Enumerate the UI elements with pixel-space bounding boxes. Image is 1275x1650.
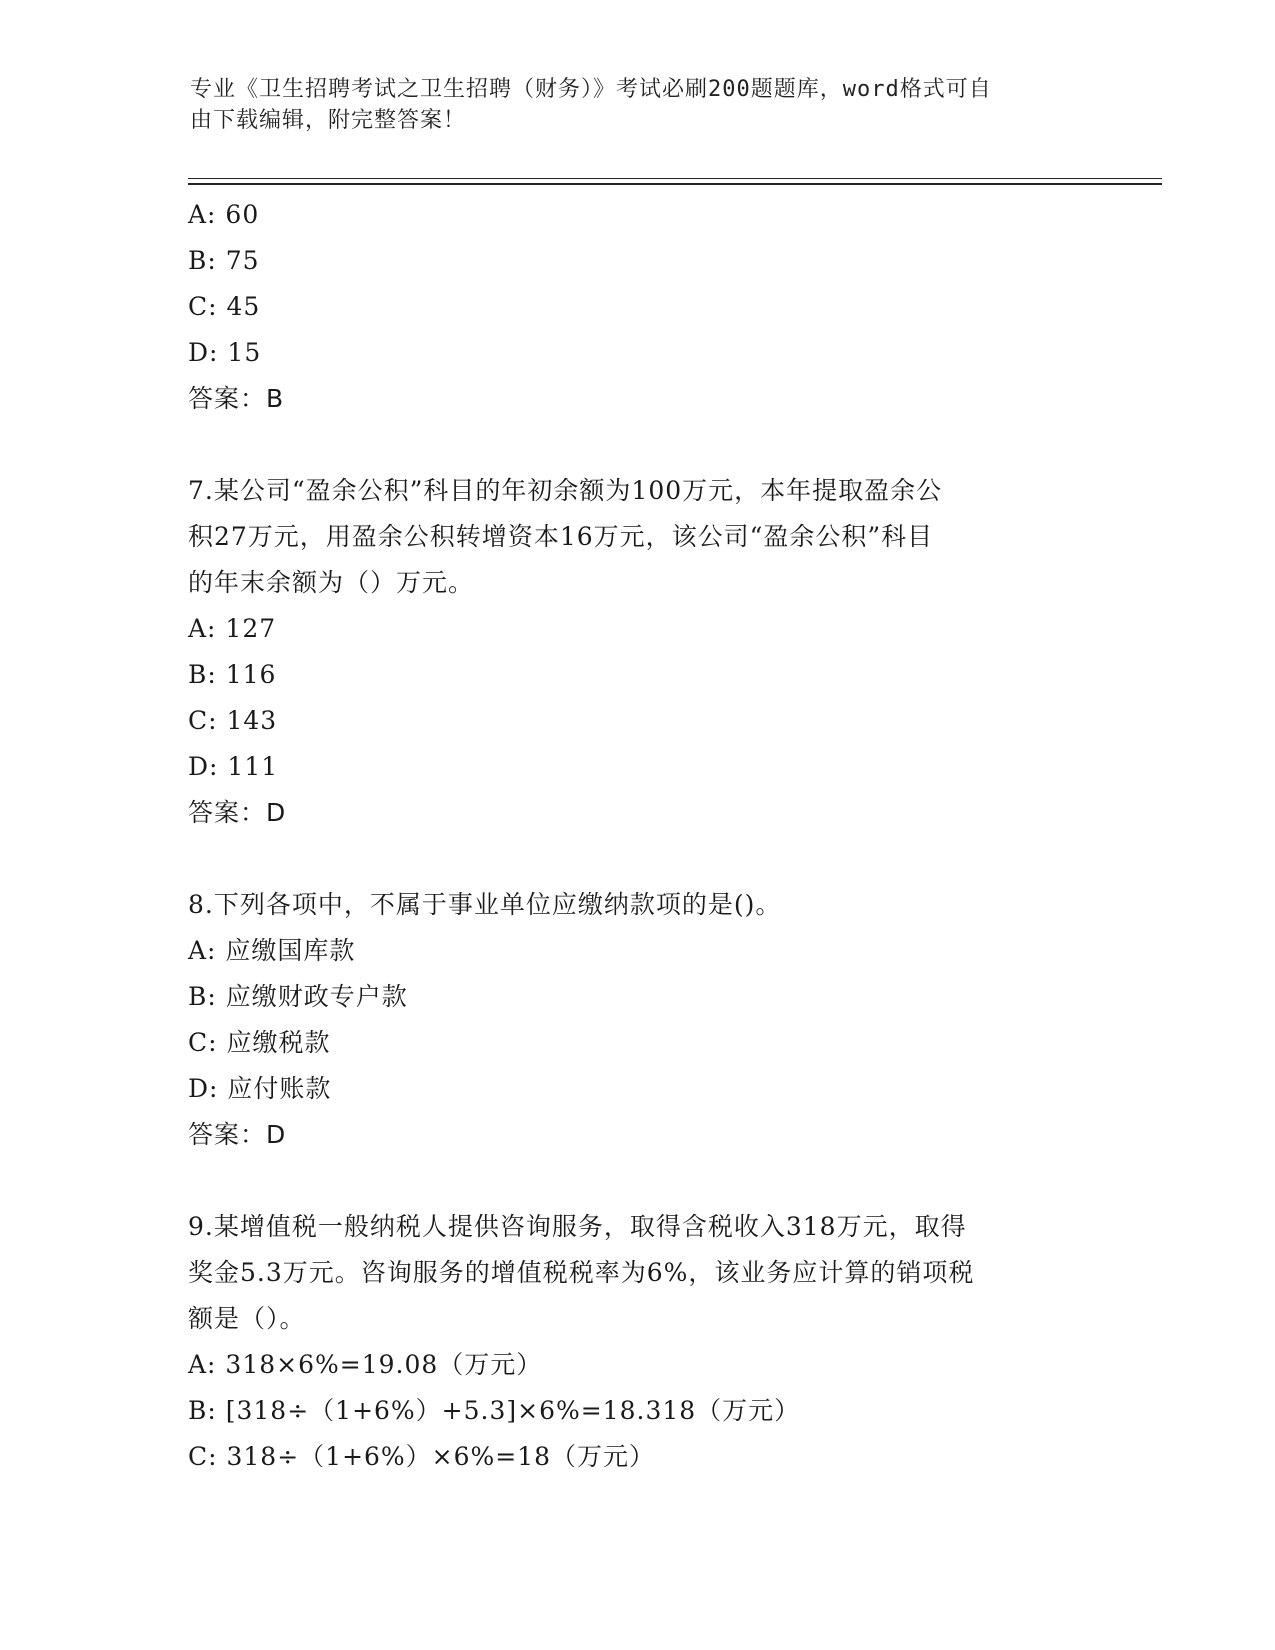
- spacer: [188, 1158, 1088, 1204]
- question-7: [188, 468, 1088, 836]
- answer-line: 答案：D: [188, 1120, 287, 1149]
- option-c: C: 45: [188, 292, 261, 321]
- option-a: A: 127: [188, 614, 277, 643]
- option-d: D: 111: [188, 752, 279, 781]
- question-stem-line: 7.某公司“盈余公积”科目的年初余额为100万元，本年提取盈余公: [188, 476, 943, 505]
- option-c: C: 318÷（1+6%）×6%=18（万元）: [188, 1442, 656, 1471]
- question-stem-line: 9.某增值税一般纳税人提供咨询服务，取得含税收入318万元，取得: [188, 1212, 967, 1241]
- answer-line: 答案：D: [188, 798, 287, 827]
- option-b: B: 75: [188, 246, 260, 275]
- option-c: C: 应缴税款: [188, 1028, 331, 1057]
- option-b: B: 116: [188, 660, 277, 689]
- question-stem-line: 积27万元，用盈余公积转增资本16万元，该公司“盈余公积”科目: [188, 522, 934, 551]
- option-c: C: 143: [188, 706, 278, 735]
- question-8: [188, 882, 1088, 1158]
- question-stem-line: 奖金5.3万元。咨询服务的增值税税率为6%，该业务应计算的销项税: [188, 1258, 975, 1287]
- question-stem-line: 额是（）。: [188, 1304, 306, 1333]
- option-a: A: 60: [188, 200, 260, 229]
- question-9: [188, 1204, 1088, 1480]
- option-d: D: 应付账款: [188, 1074, 332, 1103]
- header-divider-thick: [188, 183, 1162, 185]
- spacer: [188, 422, 1088, 468]
- question-6-continuation: [188, 192, 1088, 422]
- header-line-2: 由下载编辑，附完整答案！: [190, 108, 467, 133]
- question-list: [188, 192, 1088, 1480]
- document-header: [190, 74, 1090, 136]
- option-a: A: 应缴国库款: [188, 936, 356, 965]
- option-d: D: 15: [188, 338, 262, 367]
- header-line-1: 专业《卫生招聘考试之卫生招聘（财务）》考试必刷200题题库，word格式可自: [190, 77, 992, 102]
- option-b: B: [318÷（1+6%）+5.3]×6%=18.318（万元）: [188, 1396, 801, 1425]
- header-divider-thin: [188, 178, 1162, 179]
- question-stem-line: 8.下列各项中，不属于事业单位应缴纳款项的是()。: [188, 890, 782, 919]
- spacer: [188, 836, 1088, 882]
- option-a: A: 318×6%=19.08（万元）: [188, 1350, 543, 1379]
- option-b: B: 应缴财政专户款: [188, 982, 408, 1011]
- answer-line: 答案：B: [188, 384, 285, 413]
- question-stem-line: 的年末余额为（）万元。: [188, 568, 475, 597]
